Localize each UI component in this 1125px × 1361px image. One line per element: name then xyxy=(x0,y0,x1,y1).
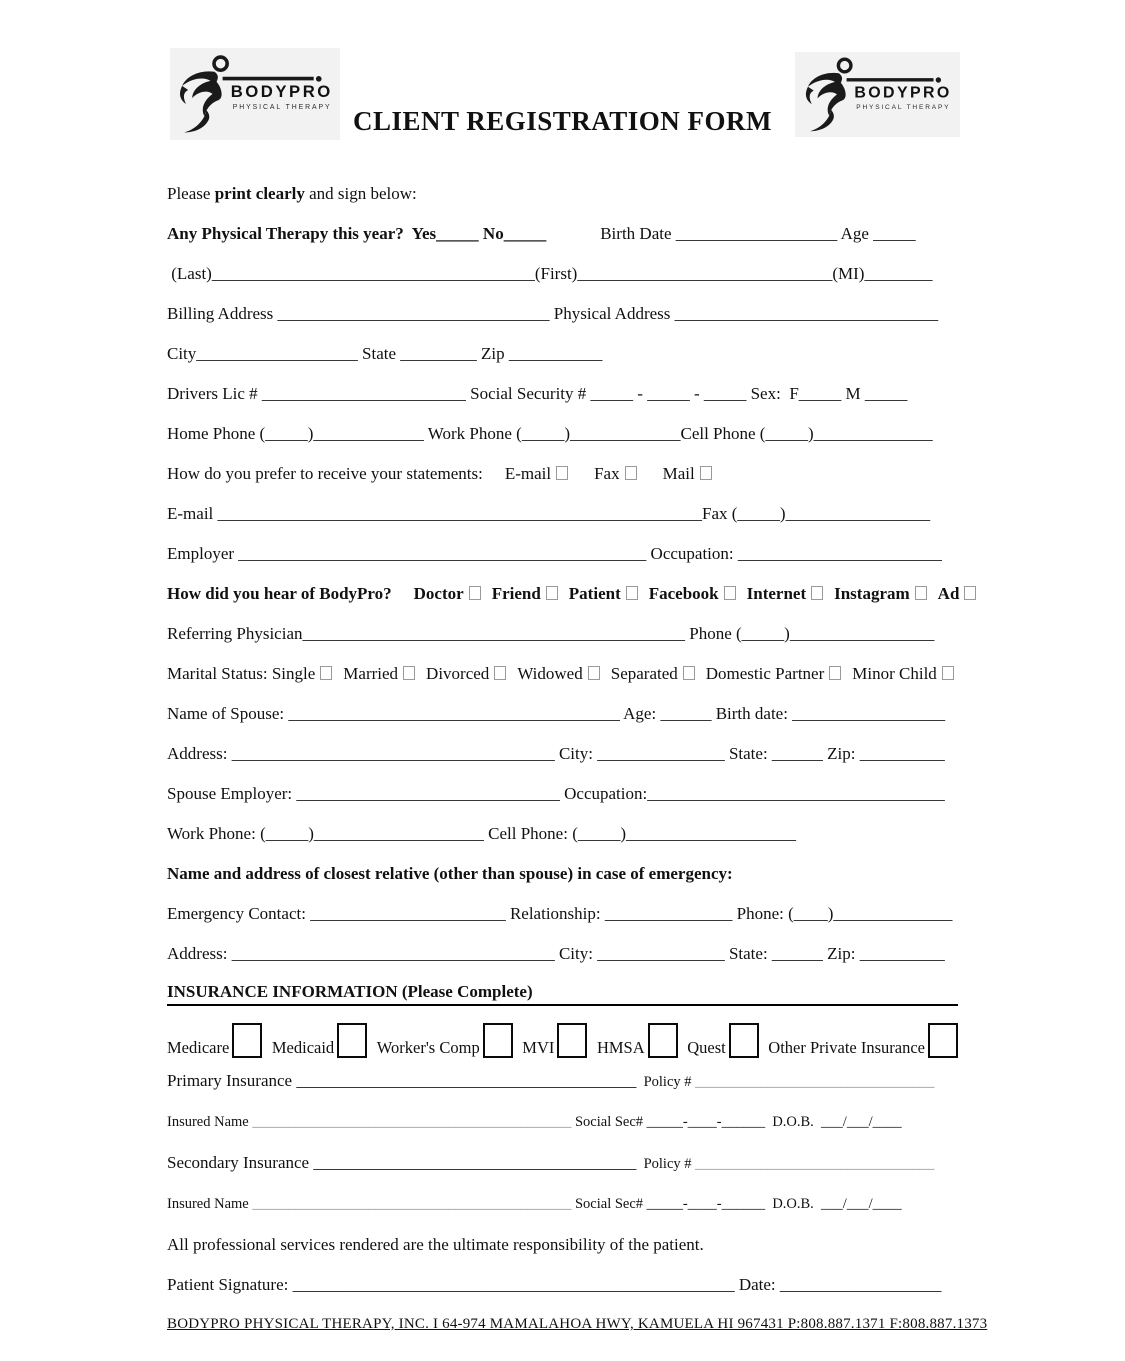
field-home-work-cell-phone: Home Phone (_____)_____________ Work Phone (_____)_____________Cell Phone (_____)______________ xyxy=(167,424,933,443)
option-medicare-label: Medicare xyxy=(167,1038,230,1057)
checkbox-hmsa[interactable] xyxy=(648,1023,678,1058)
field-secondary-insurance xyxy=(167,1152,958,1175)
option-other-private-insurance xyxy=(768,1023,958,1058)
option-minor-child xyxy=(852,664,954,683)
option-single xyxy=(272,664,332,683)
insured1-blank: ____________________________________________ xyxy=(252,1114,572,1130)
checkbox-married[interactable] xyxy=(403,666,415,680)
option-hmsa-label: HMSA xyxy=(596,1038,645,1057)
checkbox-doctor[interactable] xyxy=(469,586,481,600)
option-single-label: Single xyxy=(271,664,316,683)
field-spouse-address: Address: ______________________________________ City: _______________ State: ______ Zip: __________ xyxy=(167,744,945,763)
checkbox-mvi[interactable] xyxy=(557,1023,587,1058)
option-internet-label: Internet xyxy=(746,584,807,603)
checkbox-mail[interactable] xyxy=(700,466,712,480)
option-quest xyxy=(687,1023,759,1058)
field-insured-name-1 xyxy=(167,1112,958,1133)
field-hear-about xyxy=(167,583,958,604)
option-doctor-label: Doctor xyxy=(413,584,464,603)
checkbox-ad[interactable] xyxy=(964,586,976,600)
field-drivers-ssn-sex: Drivers Lic # ________________________ Social Security # _____ - _____ - _____ Sex: F_____ M _____ xyxy=(167,384,908,403)
field-email-fax: E-mail _________________________________________________________Fax (_____)_________________ xyxy=(167,504,931,523)
brand-name: BODYPRO xyxy=(230,82,333,102)
option-internet xyxy=(747,584,823,603)
secondary-insurance-blank: ______________________________________ xyxy=(313,1153,637,1172)
option-instagram-label: Instagram xyxy=(834,584,910,603)
option-minor-child-label: Minor Child xyxy=(852,664,937,683)
checkbox-instagram[interactable] xyxy=(915,586,927,600)
field-billing-physical-address: Billing Address ________________________________ Physical Address _______________________________ xyxy=(167,304,939,323)
option-medicare xyxy=(167,1023,262,1058)
intro-bold: print clearly xyxy=(214,184,305,203)
option-email xyxy=(505,464,568,483)
field-therapy-this-year xyxy=(167,223,958,244)
option-mail xyxy=(663,464,712,483)
option-ad xyxy=(938,584,977,603)
checkbox-friend[interactable] xyxy=(546,586,558,600)
option-ad-label: Ad xyxy=(937,584,960,603)
secondary-policy-label: Policy # xyxy=(636,1156,696,1172)
field-spouse-employer-occupation: Spouse Employer: _______________________________ Occupation:___________________________________ xyxy=(167,784,945,803)
insured2-ssn-dob: Social Sec# _____-____-______ D.O.B. ___/___/____ xyxy=(571,1196,902,1212)
brand-name: BODYPRO xyxy=(854,84,952,102)
option-medicaid-label: Medicaid xyxy=(271,1038,335,1057)
responsibility-statement: All professional services rendered are the ultimate responsibility of the patient. xyxy=(167,1235,704,1254)
primary-insurance-blank: ________________________________________ xyxy=(296,1071,637,1090)
option-facebook xyxy=(649,584,736,603)
secondary-insurance-label: Secondary Insurance xyxy=(167,1153,314,1172)
brand-tagline: PHYSICAL THERAPY xyxy=(856,103,951,111)
option-mvi xyxy=(522,1023,587,1058)
option-instagram xyxy=(834,584,927,603)
option-fax-label: Fax xyxy=(594,464,620,483)
checkbox-email[interactable] xyxy=(556,466,568,480)
option-married xyxy=(343,664,415,683)
checkbox-separated[interactable] xyxy=(683,666,695,680)
option-quest-label: Quest xyxy=(687,1038,726,1057)
field-emergency-contact: Emergency Contact: _______________________ Relationship: _______________ Phone: (____)______________ xyxy=(167,904,953,923)
option-email-label: E-mail xyxy=(504,464,552,483)
option-medicaid xyxy=(272,1023,367,1058)
option-widowed-label: Widowed xyxy=(517,664,583,683)
footer-address: BODYPRO PHYSICAL THERAPY, INC. I 64-974 MAMALAHOA HWY, KAMUELA HI 967431 P:808.887.1371 F:808.887.1373 xyxy=(167,1316,988,1332)
field-emergency-address: Address: ______________________________________ City: _______________ State: ______ Zip: __________ xyxy=(167,944,945,963)
option-friend xyxy=(492,584,558,603)
primary-insurance-label: Primary Insurance xyxy=(167,1071,297,1090)
marital-label: Marital Status: xyxy=(167,664,272,683)
option-widowed xyxy=(517,664,599,683)
emergency-section-heading: Name and address of closest relative (other than spouse) in case of emergency: xyxy=(167,864,733,883)
option-workers-comp-label: Worker's Comp xyxy=(376,1038,480,1057)
insured1-ssn-dob: Social Sec# _____-____-______ D.O.B. ___/___/____ xyxy=(571,1114,902,1130)
checkbox-other-private-insurance[interactable] xyxy=(928,1023,958,1058)
page-title: CLIENT REGISTRATION FORM xyxy=(352,106,773,136)
option-divorced-label: Divorced xyxy=(426,664,490,683)
option-mail-label: Mail xyxy=(662,464,695,483)
checkbox-domestic-partner[interactable] xyxy=(829,666,841,680)
checkbox-patient[interactable] xyxy=(626,586,638,600)
insurance-section-heading: INSURANCE INFORMATION (Please Complete) xyxy=(167,981,958,1006)
intro-post: and sign below: xyxy=(304,184,417,203)
checkbox-minor-child[interactable] xyxy=(942,666,954,680)
insured2-blank: ____________________________________________ xyxy=(252,1196,572,1212)
primary-policy-label: Policy # xyxy=(636,1074,696,1090)
option-doctor xyxy=(414,584,481,603)
therapy-question: Any Physical Therapy this year? Yes_____ No_____ xyxy=(167,224,547,243)
insured2-label: Insured Name xyxy=(167,1196,253,1212)
option-workers-comp xyxy=(377,1023,513,1058)
field-referring-physician: Referring Physician_____________________________________________ Phone (_____)_________________ xyxy=(167,624,935,643)
brand-tagline: PHYSICAL THERAPY xyxy=(232,104,332,112)
insured1-label: Insured Name xyxy=(167,1114,253,1130)
option-divorced xyxy=(426,664,506,683)
field-insured-name-2 xyxy=(167,1194,958,1215)
field-marital-status xyxy=(167,663,958,684)
field-city-state-zip: City___________________ State _________ Zip ___________ xyxy=(167,344,603,363)
option-fax xyxy=(594,464,637,483)
field-name-line: (Last)______________________________________(First)______________________________(MI)________ xyxy=(167,264,933,283)
option-domestic-partner xyxy=(706,664,842,683)
field-statement-preference xyxy=(167,463,958,484)
field-spouse-name-age-birthdate: Name of Spouse: _______________________________________ Age: ______ Birth date: __________________ xyxy=(167,704,946,723)
field-patient-signature-date: Patient Signature: ____________________________________________________ Date: ___________________ xyxy=(167,1275,942,1294)
option-friend-label: Friend xyxy=(491,584,541,603)
option-mvi-label: MVI xyxy=(522,1038,555,1057)
checkbox-fax[interactable] xyxy=(625,466,637,480)
birthdate-age-blanks: Birth Date ___________________ Age _____ xyxy=(600,224,916,243)
option-patient xyxy=(569,584,638,603)
field-employer-occupation: Employer ________________________________________________ Occupation: ________________________ xyxy=(167,544,942,563)
option-domestic-partner-label: Domestic Partner xyxy=(705,664,825,683)
checkbox-workers-comp[interactable] xyxy=(483,1023,513,1058)
checkbox-internet[interactable] xyxy=(811,586,823,600)
option-other-private-insurance-label: Other Private Insurance xyxy=(768,1038,925,1057)
checkbox-divorced[interactable] xyxy=(494,666,506,680)
option-separated-label: Separated xyxy=(610,664,678,683)
checkbox-facebook[interactable] xyxy=(724,586,736,600)
checkbox-single[interactable] xyxy=(320,666,332,680)
secondary-policy-blank: _________________________________ xyxy=(695,1156,935,1172)
option-married-label: Married xyxy=(343,664,399,683)
option-hmsa xyxy=(597,1023,678,1058)
statements-label: How do you prefer to receive your statements: xyxy=(167,464,483,483)
insurance-type-row xyxy=(167,1020,958,1058)
option-facebook-label: Facebook xyxy=(648,584,719,603)
primary-policy-blank: _________________________________ xyxy=(695,1074,935,1090)
option-separated xyxy=(611,664,695,683)
checkbox-medicare[interactable] xyxy=(232,1023,262,1058)
form-body xyxy=(167,183,988,1335)
hear-label: How did you hear of BodyPro? xyxy=(167,584,392,603)
field-primary-insurance xyxy=(167,1070,958,1093)
intro-line xyxy=(167,183,958,204)
option-patient-label: Patient xyxy=(568,584,621,603)
checkbox-widowed[interactable] xyxy=(588,666,600,680)
checkbox-quest[interactable] xyxy=(729,1023,759,1058)
intro-pre: Please xyxy=(167,184,215,203)
checkbox-medicaid[interactable] xyxy=(337,1023,367,1058)
field-spouse-phones: Work Phone: (_____)____________________ Cell Phone: (_____)____________________ xyxy=(167,824,797,843)
